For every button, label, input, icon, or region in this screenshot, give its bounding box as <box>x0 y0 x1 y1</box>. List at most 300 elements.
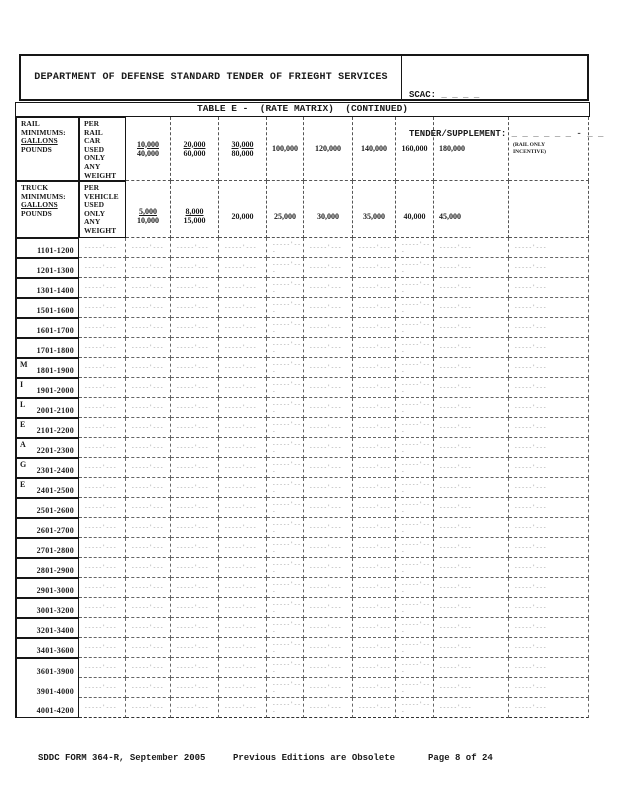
rate-cell <box>219 518 267 538</box>
row-label <box>16 438 79 458</box>
rate-placeholder-line: -----'--- <box>176 544 209 551</box>
rate-placeholder-line: -----'--- <box>358 664 391 671</box>
truck-label-line: TRUCK <box>21 183 49 192</box>
rate-cell <box>396 438 434 458</box>
rate-cell <box>79 518 126 538</box>
rate-cell <box>79 318 126 338</box>
row-range-label: 3901-4000 <box>36 686 74 696</box>
rate-cell <box>353 578 396 598</box>
rate-placeholder-line: -----'--- <box>439 684 472 691</box>
rate-placeholder-line: -----'--- <box>514 644 547 651</box>
rate-cell <box>304 418 353 438</box>
rate-placeholder-line: -----'--- <box>514 544 547 551</box>
rate-cell <box>219 278 267 298</box>
rate-placeholder-line: -----'--- <box>272 420 301 435</box>
mileage-letter: M <box>20 360 28 369</box>
rate-cell <box>304 398 353 418</box>
rate-cell <box>509 558 589 578</box>
rate-placeholder-line: -----'--- <box>309 264 342 271</box>
row-range-label: 2801-2900 <box>36 566 74 575</box>
rate-cell <box>434 278 509 298</box>
mileage-letter: G <box>20 460 27 469</box>
rate-placeholder-line: -----'--- <box>439 284 472 291</box>
rate-cell <box>353 598 396 618</box>
rate-cell <box>126 538 171 558</box>
rate-cell <box>304 698 353 718</box>
rate-cell <box>267 698 304 718</box>
rate-cell <box>434 598 509 618</box>
rate-placeholder-line: -----'--- <box>358 544 391 551</box>
rate-cell <box>396 278 434 298</box>
rate-cell <box>171 658 219 678</box>
rate-cell <box>79 498 126 518</box>
rate-cell <box>126 478 171 498</box>
rate-cell <box>79 578 126 598</box>
rate-cell <box>304 518 353 538</box>
rate-cell <box>219 238 267 258</box>
rate-cell <box>304 278 353 298</box>
rate-cell <box>396 318 434 338</box>
rate-cell <box>396 538 434 558</box>
row-range-label: 2601-2700 <box>36 526 74 535</box>
rate-placeholder-line: -----'--- <box>514 264 547 271</box>
rate-placeholder-line: -----'--- <box>358 404 391 411</box>
scac-label: SCAC: <box>409 90 437 100</box>
rate-cell <box>267 518 304 538</box>
row-range-label: 4001-4200 <box>36 705 74 715</box>
rate-value-bottom: 40,000 <box>137 148 159 158</box>
rate-cell <box>434 358 509 378</box>
rate-placeholder-line: -----'--- <box>84 324 117 331</box>
rate-placeholder-line: -----'--- <box>176 304 209 311</box>
rate-placeholder-line: -----'--- <box>439 324 472 331</box>
rate-placeholder-line: -----'--- <box>514 284 547 291</box>
row-label <box>16 498 79 518</box>
rate-value-top: 8,000 <box>185 207 204 216</box>
rate-placeholder-line: -----'--- <box>224 664 257 671</box>
rate-cell <box>79 658 126 678</box>
row-label <box>17 659 78 678</box>
rate-cell <box>434 398 509 418</box>
rate-placeholder-line: -----'--- <box>224 304 257 311</box>
rate-cell <box>267 678 304 698</box>
row-range-label: 2101-2200 <box>36 426 74 435</box>
rail-per-line: CAR <box>84 136 101 146</box>
rate-cell <box>219 358 267 378</box>
rate-placeholder-line: -----'--- <box>272 280 301 295</box>
rate-cell <box>267 298 304 318</box>
rate-cell <box>396 638 434 658</box>
rate-placeholder-line: -----'--- <box>514 624 547 631</box>
rate-cell <box>304 578 353 598</box>
rate-cell <box>304 598 353 618</box>
rate-cell <box>171 518 219 538</box>
rate-placeholder-line: -----'--- <box>131 264 164 271</box>
rate-cell <box>434 478 509 498</box>
rate-cell <box>171 438 219 458</box>
rate-placeholder-line: -----'--- <box>358 244 391 251</box>
rail-rate-header-cell <box>353 117 396 181</box>
rate-placeholder-line: -----'--- <box>84 364 117 371</box>
rate-placeholder-line: -----'--- <box>358 384 391 391</box>
row-label <box>16 258 79 278</box>
rate-placeholder-line: -----'--- <box>224 544 257 551</box>
rate-placeholder-line: -----'--- <box>224 344 257 351</box>
rate-placeholder-line: -----'--- <box>439 484 472 491</box>
tender-blank-field: _ _ _ _ _ _ - _ _ <box>511 129 604 139</box>
rate-cell <box>353 418 396 438</box>
rate-placeholder-line: -----'--- <box>176 424 209 431</box>
rate-placeholder-line: -----'--- <box>514 584 547 591</box>
rate-placeholder-line: -----'--- <box>84 304 117 311</box>
incentive-line: INCENTIVE) <box>513 148 547 155</box>
rate-placeholder-line: -----'--- <box>358 524 391 531</box>
rate-cell <box>434 258 509 278</box>
rate-cell <box>434 558 509 578</box>
rate-placeholder-line: -----'--- <box>401 580 430 595</box>
rate-placeholder-line: -----'--- <box>514 564 547 571</box>
rate-placeholder-line: -----'--- <box>131 624 164 631</box>
rate-cell <box>126 698 171 718</box>
rate-cell <box>509 498 589 518</box>
rate-cell <box>219 338 267 358</box>
rate-cell <box>219 578 267 598</box>
rate-cell <box>509 638 589 658</box>
rate-placeholder-line: -----'--- <box>84 424 117 431</box>
rate-cell <box>219 618 267 638</box>
rate-placeholder-line: -----'--- <box>84 344 117 351</box>
rail-rate-header-cell <box>267 117 304 181</box>
row-label <box>16 418 79 438</box>
row-range-label: 2201-2300 <box>36 446 74 455</box>
rate-placeholder-line: -----'--- <box>439 344 472 351</box>
rate-cell <box>267 578 304 598</box>
rate-placeholder-line: -----'--- <box>401 280 430 295</box>
rate-placeholder-line: -----'--- <box>176 484 209 491</box>
row-label <box>16 378 79 398</box>
rate-value-bottom: 40,000 <box>403 211 426 221</box>
rate-cell <box>396 558 434 578</box>
rate-cell <box>509 258 589 278</box>
rate-placeholder-line: -----'--- <box>309 444 342 451</box>
rate-cell <box>171 458 219 478</box>
rate-placeholder-line: -----'--- <box>358 324 391 331</box>
rate-placeholder-line: -----'--- <box>84 604 117 611</box>
rate-placeholder-line: -----'--- <box>439 544 472 551</box>
rate-placeholder-line: -----'--- <box>514 324 547 331</box>
rate-placeholder-line: -----'--- <box>224 324 257 331</box>
rate-cell <box>219 378 267 398</box>
mileage-letter: E <box>20 480 26 489</box>
row-label <box>16 338 79 358</box>
rate-placeholder-line: -----'--- <box>309 704 342 711</box>
rate-cell <box>509 538 589 558</box>
rate-placeholder-line: -----'--- <box>439 364 472 371</box>
rate-cell <box>171 418 219 438</box>
rate-placeholder-line: -----'--- <box>272 380 301 395</box>
rate-placeholder-line: -----'--- <box>401 380 430 395</box>
rate-cell <box>304 298 353 318</box>
rate-cell <box>126 638 171 658</box>
truck-per-line: WEIGHT <box>84 225 117 235</box>
rate-cell <box>396 258 434 278</box>
row-label <box>16 318 79 338</box>
rate-cell <box>171 498 219 518</box>
rate-cell <box>396 498 434 518</box>
rate-cell <box>434 698 509 718</box>
rate-placeholder-line: -----'--- <box>309 304 342 311</box>
rate-cell <box>434 418 509 438</box>
rate-placeholder-line: -----'--- <box>514 684 547 691</box>
rate-placeholder-line: -----'--- <box>401 240 430 255</box>
rate-placeholder-line: -----'--- <box>176 464 209 471</box>
rate-cell <box>219 258 267 278</box>
rate-cell <box>267 418 304 438</box>
rate-placeholder-line: -----'--- <box>176 344 209 351</box>
rate-placeholder-line: -----'--- <box>224 284 257 291</box>
form-title: DEPARTMENT OF DEFENSE STANDARD TENDER OF FRIEGHT SERVICES <box>21 56 402 99</box>
rate-placeholder-line: -----'--- <box>84 484 117 491</box>
rate-cell <box>126 298 171 318</box>
row-label <box>16 538 79 558</box>
rate-cell <box>267 598 304 618</box>
rail-label-line: POUNDS <box>21 144 52 154</box>
rate-cell <box>434 518 509 538</box>
row-label <box>16 278 79 298</box>
row-range-label: 1801-1900 <box>36 366 74 375</box>
rate-placeholder-line: -----'--- <box>272 680 301 695</box>
rate-placeholder-line: -----'--- <box>439 704 472 711</box>
rate-placeholder-line: -----'--- <box>309 344 342 351</box>
rate-cell <box>434 378 509 398</box>
rate-placeholder-line: -----'--- <box>224 564 257 571</box>
rate-cell <box>126 398 171 418</box>
rate-placeholder-line: -----'--- <box>439 664 472 671</box>
rate-placeholder-line: -----'--- <box>358 684 391 691</box>
rate-placeholder-line: -----'--- <box>131 544 164 551</box>
truck-per-line: USED <box>84 200 105 210</box>
rate-cell <box>126 418 171 438</box>
rate-cell <box>304 478 353 498</box>
rate-placeholder-line: -----'--- <box>309 384 342 391</box>
rate-placeholder-line: -----'--- <box>176 624 209 631</box>
rate-cell <box>353 398 396 418</box>
rate-placeholder-line: -----'--- <box>439 404 472 411</box>
rate-cell <box>267 478 304 498</box>
rate-cell <box>219 458 267 478</box>
rate-value-top: 160,000 <box>401 144 428 153</box>
rate-placeholder-line: -----'--- <box>176 564 209 571</box>
rate-placeholder-line: -----'--- <box>131 304 164 311</box>
rate-cell <box>171 558 219 578</box>
rate-placeholder-line: -----'--- <box>401 600 430 615</box>
rate-cell <box>353 498 396 518</box>
rate-placeholder-line: -----'--- <box>272 440 301 455</box>
rate-cell <box>304 618 353 638</box>
truck-label-line: MINIMUMS: <box>21 191 66 201</box>
rate-placeholder-line: -----'--- <box>514 464 547 471</box>
rate-cell <box>434 318 509 338</box>
rate-placeholder-line: -----'--- <box>224 404 257 411</box>
rate-cell <box>396 458 434 478</box>
rate-placeholder-line: -----'--- <box>309 284 342 291</box>
rate-cell <box>126 458 171 478</box>
rate-placeholder-line: -----'--- <box>131 504 164 511</box>
rate-placeholder-line: -----'--- <box>272 400 301 415</box>
rate-placeholder-line: -----'--- <box>309 544 342 551</box>
rate-cell <box>126 578 171 598</box>
rate-placeholder-line: -----'--- <box>514 304 547 311</box>
rate-placeholder-line: -----'--- <box>309 584 342 591</box>
rate-cell <box>434 498 509 518</box>
rate-placeholder-line: -----'--- <box>401 680 430 695</box>
rate-placeholder-line: -----'--- <box>358 284 391 291</box>
rate-placeholder-line: -----'--- <box>84 524 117 531</box>
rate-cell <box>509 598 589 618</box>
rate-cell <box>396 298 434 318</box>
rail-rate-header-cell <box>126 117 171 181</box>
row-label <box>16 578 79 598</box>
rate-placeholder-line: -----'--- <box>176 384 209 391</box>
rate-placeholder-line: -----'--- <box>272 560 301 575</box>
truck-minimums-label <box>16 181 79 238</box>
rate-placeholder-line: -----'--- <box>358 704 391 711</box>
rate-cell <box>171 238 219 258</box>
rate-cell <box>509 318 589 338</box>
rate-placeholder-line: -----'--- <box>224 264 257 271</box>
row-range-label: 2401-2500 <box>36 486 74 495</box>
rate-cell <box>509 398 589 418</box>
rate-value-top: 30,000 <box>231 139 254 149</box>
rate-cell <box>79 298 126 318</box>
rate-placeholder-line: -----'--- <box>358 644 391 651</box>
rate-cell <box>267 258 304 278</box>
rate-cell <box>396 658 434 678</box>
rate-cell <box>267 558 304 578</box>
rate-placeholder-line: -----'--- <box>224 484 257 491</box>
rate-cell <box>353 238 396 258</box>
rate-cell <box>219 558 267 578</box>
rate-placeholder-line: -----'--- <box>224 504 257 511</box>
rate-value-bottom: 20,000 <box>231 211 254 221</box>
rate-cell <box>79 258 126 278</box>
form-id: SDDC FORM 364-R, September 2005 <box>38 753 206 763</box>
rate-cell <box>126 318 171 338</box>
rate-placeholder-line: -----'--- <box>131 344 164 351</box>
rate-placeholder-line: -----'--- <box>514 244 547 251</box>
rate-value-bottom: 45,000 <box>439 211 461 221</box>
rate-cell <box>353 378 396 398</box>
rate-placeholder-line: -----'--- <box>224 364 257 371</box>
rate-placeholder-line: -----'--- <box>84 504 117 511</box>
rate-placeholder-line: -----'--- <box>131 424 164 431</box>
rate-cell <box>353 678 396 698</box>
rate-cell <box>434 298 509 318</box>
rate-cell <box>509 298 589 318</box>
rate-placeholder-line: -----'--- <box>358 484 391 491</box>
rate-placeholder-line: -----'--- <box>84 404 117 411</box>
rate-placeholder-line: -----'--- <box>84 444 117 451</box>
rail-minimums-label <box>16 117 79 181</box>
rate-cell <box>267 378 304 398</box>
rate-value-top: 180,000 <box>439 144 465 153</box>
truck-label-line: POUNDS <box>21 208 52 218</box>
rate-placeholder-line: -----'--- <box>176 644 209 651</box>
rate-cell <box>219 318 267 338</box>
rate-cell <box>396 578 434 598</box>
truck-rate-header-cell <box>267 181 304 238</box>
rate-cell <box>353 538 396 558</box>
row-range-label: 1901-2000 <box>36 386 74 395</box>
rate-placeholder-line: -----'--- <box>84 584 117 591</box>
rate-cell <box>219 398 267 418</box>
rate-placeholder-line: -----'--- <box>309 624 342 631</box>
rate-cell <box>126 678 171 698</box>
rate-cell <box>353 558 396 578</box>
rate-placeholder-line: -----'--- <box>358 504 391 511</box>
rate-placeholder-line: -----'--- <box>84 624 117 631</box>
rate-placeholder-line: -----'--- <box>131 244 164 251</box>
rate-cell <box>126 438 171 458</box>
rate-cell <box>304 238 353 258</box>
rate-cell <box>434 438 509 458</box>
rate-placeholder-line: -----'--- <box>401 660 430 675</box>
rate-cell <box>353 518 396 538</box>
rate-cell <box>434 658 509 678</box>
rate-cell <box>304 638 353 658</box>
rate-cell <box>304 558 353 578</box>
rate-cell <box>509 678 589 698</box>
rail-rate-header-cell <box>219 117 267 181</box>
rate-placeholder-line: -----'--- <box>131 644 164 651</box>
rate-placeholder-line: -----'--- <box>309 364 342 371</box>
scac-blank-field: _ _ _ _ <box>441 90 480 100</box>
rate-cell <box>171 358 219 378</box>
rate-placeholder-line: -----'--- <box>176 584 209 591</box>
rate-placeholder-line: -----'--- <box>224 684 257 691</box>
rate-placeholder-line: -----'--- <box>176 604 209 611</box>
rate-cell <box>304 378 353 398</box>
rate-placeholder-line: -----'--- <box>272 580 301 595</box>
rate-cell <box>126 338 171 358</box>
rate-placeholder-line: -----'--- <box>514 604 547 611</box>
rate-placeholder-line: -----'--- <box>439 424 472 431</box>
rate-placeholder-line: -----'--- <box>176 264 209 271</box>
rate-placeholder-line: -----'--- <box>439 244 472 251</box>
rate-placeholder-line: -----'--- <box>131 464 164 471</box>
rate-cell <box>126 558 171 578</box>
rate-cell <box>171 398 219 418</box>
rate-cell <box>79 618 126 638</box>
rate-placeholder-line: -----'--- <box>131 444 164 451</box>
rate-cell <box>434 678 509 698</box>
rail-per-line: PER <box>84 119 99 128</box>
rate-cell <box>353 438 396 458</box>
rate-placeholder-line: -----'--- <box>272 240 301 255</box>
rail-label-line: GALLONS <box>21 136 58 146</box>
rate-cell <box>509 438 589 458</box>
rate-placeholder-line: -----'--- <box>358 444 391 451</box>
rate-cell <box>219 298 267 318</box>
rate-cell <box>219 698 267 718</box>
rate-value-bottom: 30,000 <box>317 211 339 221</box>
rate-cell <box>509 338 589 358</box>
rate-placeholder-line: -----'--- <box>309 324 342 331</box>
truck-rate-header-cell <box>396 181 434 238</box>
rate-cell <box>79 558 126 578</box>
rate-placeholder-line: -----'--- <box>272 600 301 615</box>
rate-placeholder-line: -----'--- <box>401 360 430 375</box>
